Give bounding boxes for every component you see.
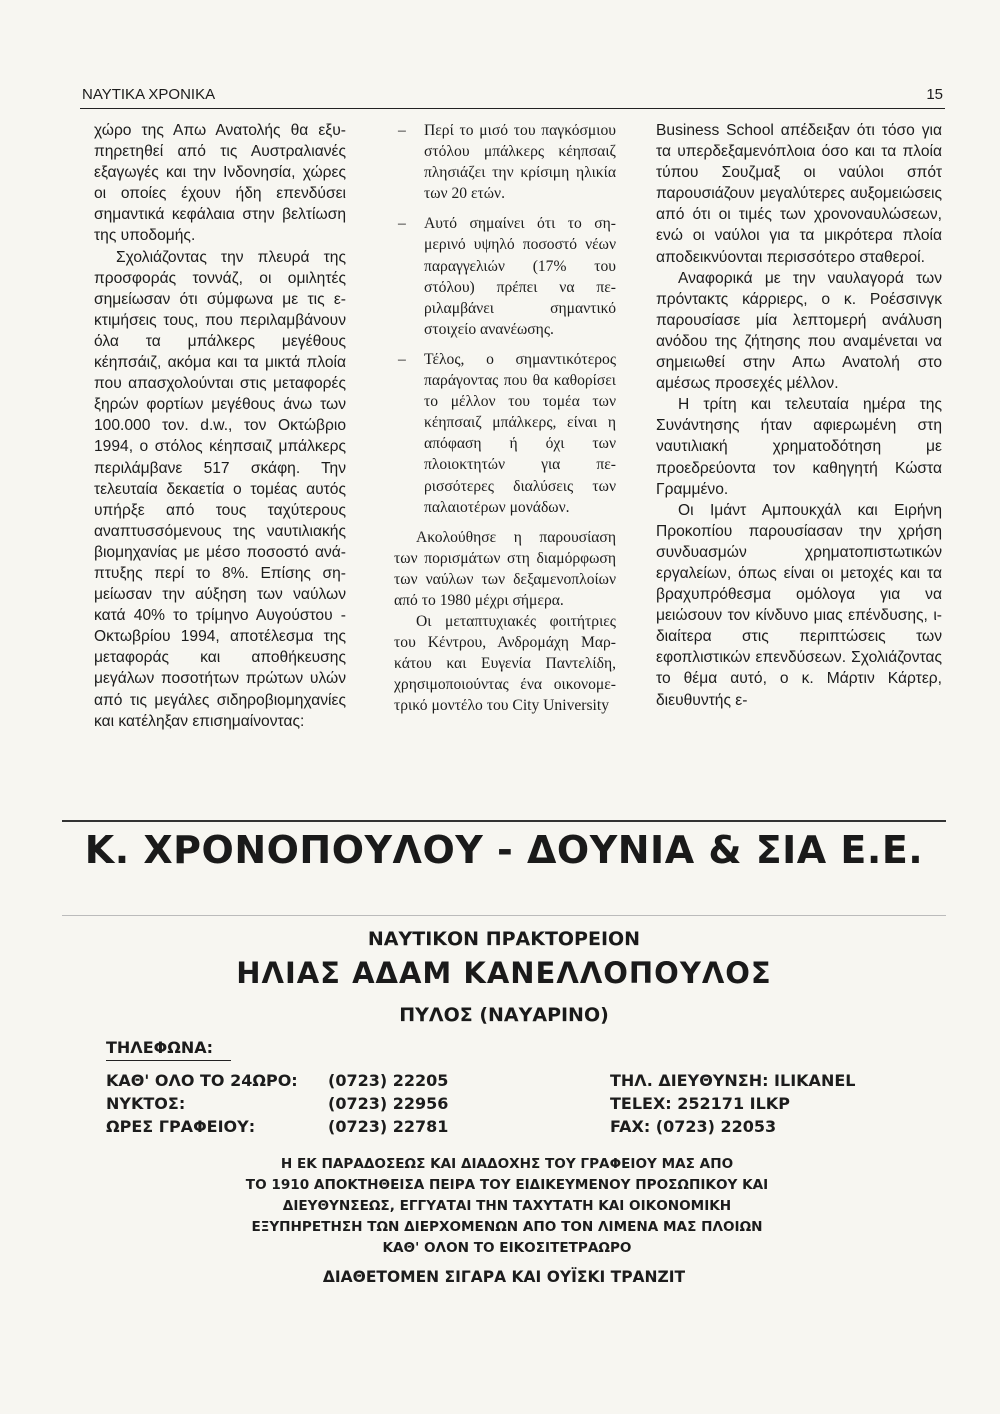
- page-number: 15: [926, 86, 943, 103]
- telex: TELEX: 252171 ILKP: [610, 1094, 790, 1113]
- magazine-title: ΝΑΥΤΙΚΑ ΧΡΟΝΙΚΑ: [82, 86, 216, 103]
- advertisement: [62, 915, 946, 1296]
- paragraph: Οι μεταπτυχιακές φοιτήτριες του Κέντρου, Ανδρομάχη Μαρκάτου και Ευγενία Παντελίδη, χρησιμοποιούντας ένα οικονομετρικό μοντέλο του City University: [394, 613, 616, 715]
- paragraph: Σχολιάζοντας την πλευρά της προσφοράς τοννάζ, οι ομιλητές σημείωσαν ότι σύμφωνα με τις εκτιμήσεις τους, που περιλαμβάνουν όλα τα μπάλκερς μεγέθους κέηπσάιζ, ακόμα και τα μικτά πλοία που απασχολούνται στις μεταφορές ξηρών φορτίων μεγέθους άνω των 100.000 τον. d.w., τον Οκτώβριο 1994, ο στόλος κέηπσαιζ μπάλκερς περιλάμβανε 517 σκάφη. Την τελευταία δεκαετία ο τομέας αυτός υπήρξε από τους ταχύτερους αναπτυσσόμενους της ναυτιλιακής βιομηχανίας με μέσο ποσοστό ανάπτυξης περί το 8%. Επίσης σημείωσαν την αύξηση των ναύλων κατά 40% το τρίμηνο Αυγούστου - Οκτωβρίου 1994, αποτέλεσμα της μεταφοράς και αποθήκευσης μεγάλων ποσοτήτων πρώτων υλών από τις μεγάλες σιδηροβιομηχανίες και κατέληξαν επισημαίνοντας:: [94, 248, 346, 730]
- phone-label: ΚΑΘ' ΟΛΟ ΤΟ 24ΩΡΟ:: [106, 1071, 298, 1090]
- ad-history-text: [202, 1154, 812, 1259]
- ad-agent-name: ΗΛΙΑΣ ΑΔΑΜ ΚΑΝΕΛΛΟΠΟΥΛΟΣ: [236, 956, 772, 990]
- ad-tranzit-note: ΔΙΑΘΕΤΟΜΕΝ ΣΙΓΑΡΑ ΚΑΙ ΟΥΪΣΚΙ ΤΡΑΝΖΙΤ: [322, 1268, 686, 1286]
- history-line: Η ΕΚ ΠΑΡΑΔΟΣΕΩΣ ΚΑΙ ΔΙΑΔΟΧΗΣ ΤΟΥ ΓΡΑΦΕΙΟΥ ΜΑΣ ΑΠΟ: [280, 1156, 734, 1172]
- history-line: ΚΑΘ' ΟΛΟΝ ΤΟ ΕΙΚΟΣΙΤΕΤΡΑΩΡΟ: [382, 1240, 632, 1256]
- telegraph-address: ΤΗΛ. ΔΙΕΥΘΥΝΣΗ: ILIKANEL: [610, 1071, 856, 1090]
- phone-number: (0723) 22956: [328, 1094, 449, 1113]
- phone-number: (0723) 22205: [328, 1071, 449, 1090]
- phone-label: ΩΡΕΣ ΓΡΑΦΕΙΟΥ:: [106, 1117, 256, 1136]
- history-line: ΔΙΕΥΘΥΝΣΕΩΣ, ΕΓΓΥΑΤΑΙ ΤΗΝ ΤΑΧΥΤΑΤΗ ΚΑΙ ΟΙΚΟΝΟΜΙΚΗ: [282, 1198, 732, 1214]
- list-item: – Αυτό σημαίνει ότι το σημερινό υψηλό ποσοστό νέων παραγγελιών (17% του στόλου) πρέπει να περιλαμβάνει σημαντικό στοιχείο ανανέωσης.: [394, 213, 616, 340]
- article-column-3: [656, 120, 942, 711]
- article-column-1: [94, 120, 346, 732]
- article-column-2: [394, 120, 616, 717]
- paragraph: Business School απέδειξαν ότι τόσο για τα υπερδεξαμενόπλοια όσο και τα πλοία τύπου Σουζμαξ οι ναύλοι σπότ παρουσιάζουν μεγαλύτερες αυξομειώσεις από ότι οι τιμές των χρονοναυλώσεων, ενώ οι ναύλοι για τα μικρότερα πλοία αποδεικνύονται περισσότερο σταθεροί.: [656, 122, 942, 266]
- list-item: – Περί το μισό του παγκόσμιου στόλου μπάλκερς κέηπσαιζ πλησιάζει την κρίσιμη ηλικία των 20 ετών.: [394, 120, 616, 204]
- paragraph: Ακολούθησε η παρουσίαση των πορισμάτων στη διαμόρφωση των ναύλων των δεξαμενοπλοίων από το 1980 μέχρι σήμερα.: [394, 528, 616, 609]
- paragraph: χώρο της Απω Ανατολής θα εξυπηρετηθεί από τις Αυστραλιανές εξαγωγές και την Ινδονησία, χώρες οι οποίες έχουν ήδη επενδύσει σημαντικά κεφάλαια στην βελτίωση της υποδομής.: [94, 122, 346, 245]
- running-header: [80, 84, 945, 109]
- paragraph: Οι Ιμάντ Αμπουκχάλ και Ειρήνη Προκοπίου παρουσίασαν την χρήση συνδυασμών χρηματοπιστωτικών εργαλείων, όπως είναι οι μετοχές και τα βραχυπρόθεσμα ομόλογα για να μειώσουν τον κίνδυνο μιας επένδυσης, ιδιαίτερα στις περιπτώσεις των εφοπλιστικών επενδύσεων. Σχολιάζοντας το θέμα αυτό, ο κ. Μάρτιν Κάρτερ, διευθυντής ε-: [656, 501, 942, 709]
- phones-heading: ΤΗΛΕΦΩΝΑ:: [106, 1038, 231, 1061]
- bullet-list: [394, 120, 616, 518]
- phone-label: ΝΥΚΤΟΣ:: [106, 1094, 186, 1113]
- company-banner: Κ. ΧΡΟΝΟΠΟΥΛΟΥ - ΔΟΥΝΙΑ & ΣΙΑ Ε.Ε.: [84, 828, 924, 872]
- paragraph: Αναφορικά με την ναυλαγορά των πρόντακτς κάρριερς, ο κ. Ροέσσινγκ παρουσίασε μία λεπτομερή ανάλυση ανόδου της ζήτησης που αναμένεται να σημειωθεί στην Απω Ανατολή στο αμέσως προσεχές μέλλον.: [656, 269, 942, 393]
- section-divider: [62, 820, 946, 822]
- paragraph: Η τρίτη και τελευταία ημέρα της Συνάντησης ήταν αφιερωμένη στη ναυτιλιακή χρηματοδότηση με προεδρεύοντα τον καθηγητή Κώστα Γραμμένο.: [656, 396, 942, 498]
- list-item: – Τέλος, ο σημαντικότερος παράγοντας που θα καθορίσει το μέλλον του τομέα των κέηπσαιζ μπάλκερς, είναι η απόφαση ή όχι των πλοιοκτητών για περισσότερες διαλύσεις των παλαιοτέρων μονάδων.: [394, 349, 616, 518]
- fax: FAX: (0723) 22053: [610, 1117, 777, 1136]
- history-line: ΕΞΥΠΗΡΕΤΗΣΗ ΤΩΝ ΔΙΕΡΧΟΜΕΝΩΝ ΑΠΟ ΤΟΝ ΛΙΜΕΝΑ ΜΑΣ ΠΛΟΙΩΝ: [251, 1219, 763, 1235]
- ad-location: ΠΥΛΟΣ (ΝΑΥΑΡΙΝΟ): [399, 1004, 609, 1026]
- history-line: ΤΟ 1910 ΑΠΟΚΤΗΘΕΙΣΑ ΠΕΙΡΑ ΤΟΥ ΕΙΔΙΚΕΥΜΕΝΟΥ ΠΡΟΣΩΠΙΚΟΥ ΚΑΙ: [245, 1177, 769, 1193]
- phone-number: (0723) 22781: [328, 1117, 449, 1136]
- ad-subtitle: ΝΑΥΤΙΚΟΝ ΠΡΑΚΤΟΡΕΙΟΝ: [367, 928, 641, 950]
